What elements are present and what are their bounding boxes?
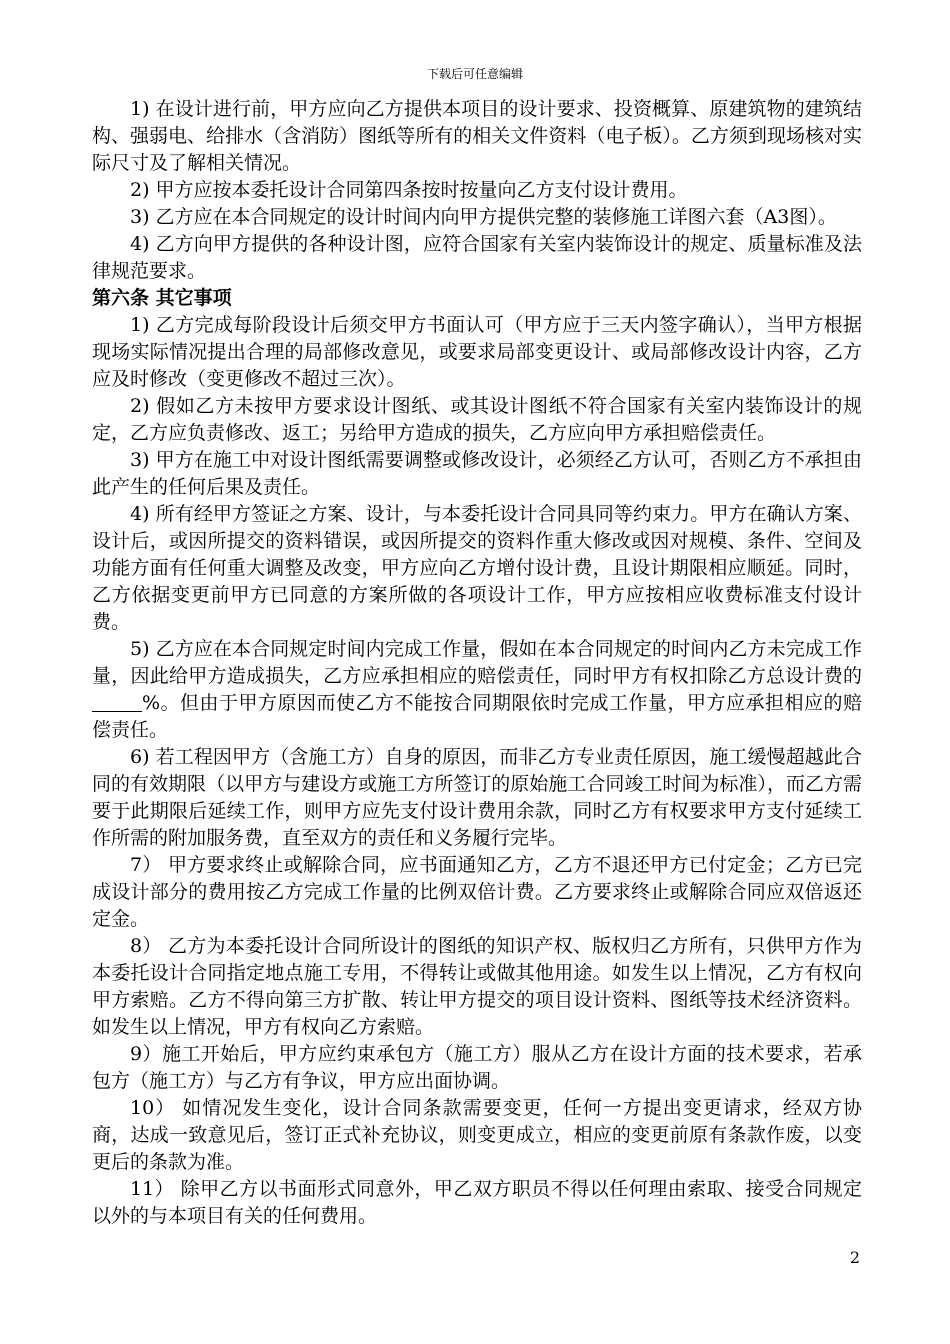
clause-6-3: 3) 甲方在施工中对设计图纸需要调整或修改设计，必须经乙方认可，否则乙方不承担由此产生的任何后果及责任。	[92, 449, 862, 498]
clause-5-3: 3) 乙方应在本合同规定的设计时间内向甲方提供完整的装修施工详图六套（A3图）。	[130, 206, 837, 228]
clause-6-2: 2) 假如乙方未按甲方要求设计图纸、或其设计图纸不符合国家有关室内装饰设计的规定，乙方应负责修改、返工；另给甲方造成的损失，乙方应向甲方承担赔偿责任。	[92, 395, 862, 444]
clause-5-1: 1) 在设计进行前，甲方应向乙方提供本项目的设计要求、投资概算、原建筑物的建筑结构、强弱电、给排水（含消防）图纸等所有的相关文件资料（电子板）。乙方须到现场核对实际尺寸及了解相关情况。	[92, 98, 862, 174]
clause-6-5-text-before: 5) 乙方应在本合同规定时间内完成工作量，假如在本合同规定的时间内乙方未完成工作量，因此给甲方造成损失，乙方应承担相应的赔偿责任，同时甲方有权扣除乙方总设计费的	[92, 638, 862, 687]
clause-6-11: 11） 除甲乙方以书面形式同意外，甲乙双方职员不得以任何理由索取、接受合同规定以外的与本项目有关的任何费用。	[92, 1178, 862, 1227]
clause-5-4: 4) 乙方向甲方提供的各种设计图，应符合国家有关室内装饰设计的规定、质量标准及法律规范要求。	[92, 233, 862, 282]
clause-6-10: 10） 如情况发生变化，设计合同条款需要变更，任何一方提出变更请求，经双方协商，达成一致意见后，签订正式补充协议，则变更成立，相应的变更前原有条款作废，以变更后的条款为准。	[92, 1097, 862, 1173]
percentage-blank	[92, 693, 142, 712]
clause-6-1: 1) 乙方完成每阶段设计后须交甲方书面认可（甲方应于三天内签字确认），当甲方根据现场实际情况提出合理的局部修改意见，或要求局部变更设计、或局部修改设计内容，乙方应及时修改（变更修改不超过三次）。	[92, 314, 862, 390]
clause-6-7: 7） 甲方要求终止或解除合同，应书面通知乙方，乙方不退还甲方已付定金；乙方已完成设计部分的费用按乙方完成工作量的比例双倍计费。乙方要求终止或解除合同应双倍返还定金。	[92, 854, 862, 930]
page-header: 下载后可任意编辑	[426, 67, 523, 81]
document-body	[92, 96, 862, 1230]
clause-6-4: 4) 所有经甲方签证之方案、设计，与本委托设计合同具同等约束力。甲方在确认方案、设计后，或因所提交的资料错误，或因所提交的资料作重大修改或因对规模、条件、空间及功能方面有任何重大调整及改变，甲方应向乙方增付设计费，且设计期限相应顺延。同时，乙方依据变更前甲方已同意的方案所做的各项设计工作，甲方应按相应收费标准支付设计费。	[92, 503, 862, 633]
clause-5-2: 2) 甲方应按本委托设计合同第四条按时按量向乙方支付设计费用。	[130, 179, 688, 201]
clause-6-6: 6) 若工程因甲方（含施工方）自身的原因，而非乙方专业责任原因，施工缓慢超越此合同的有效期限（以甲方与建设方或施工方所签订的原始施工合同竣工时间为标准），而乙方需要于此期限后延续工作，则甲方应先支付设计费用余款，同时乙方有权要求甲方支付延续工作所需的附加服务费，直至双方的责任和义务履行完毕。	[92, 746, 862, 849]
page-number: 2	[849, 1248, 861, 1267]
clause-6-9: 9）施工开始后，甲方应约束承包方（施工方）服从乙方在设计方面的技术要求，若承包方（施工方）与乙方有争议，甲方应出面协调。	[92, 1043, 862, 1092]
clause-6-5-text-after: %。但由于甲方原因而使乙方不能按合同期限依时完成工作量，甲方应承担相应的赔偿责任。	[92, 692, 862, 741]
clause-6-5	[92, 636, 862, 744]
clause-6-8: 8） 乙方为本委托设计合同所设计的图纸的知识产权、版权归乙方所有，只供甲方作为本委托设计合同指定地点施工专用，不得转让或做其他用途。如发生以上情况，乙方有权向甲方索赔。乙方不得向第三方扩散、转让甲方提交的项目设计资料、图纸等技术经济资料。如发生以上情况，甲方有权向乙方索赔。	[92, 935, 862, 1038]
section-6-heading: 第六条 其它事项	[92, 287, 232, 309]
